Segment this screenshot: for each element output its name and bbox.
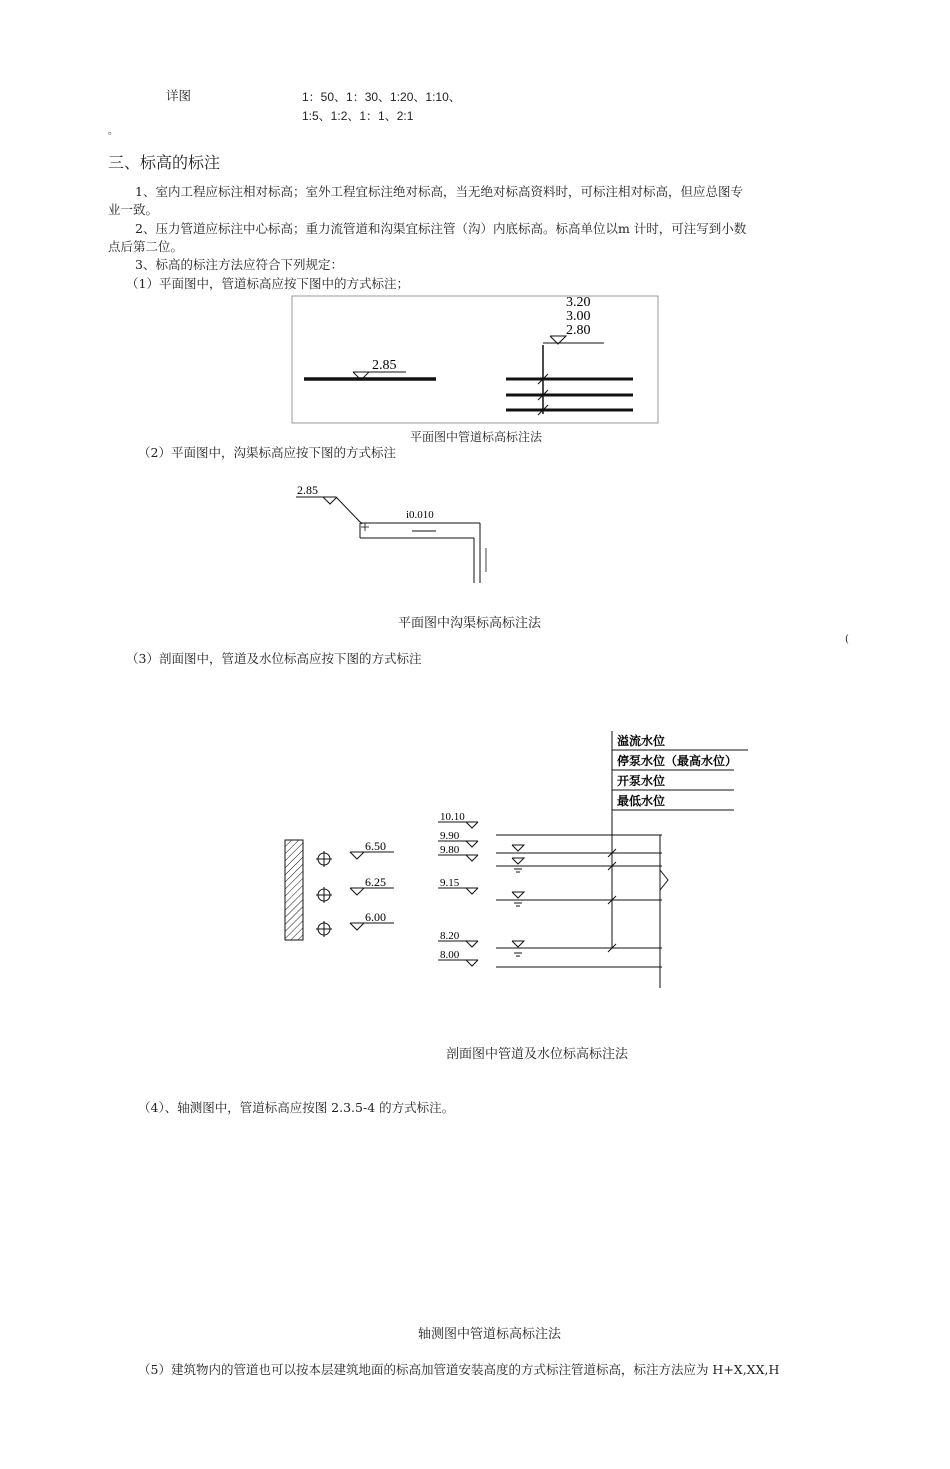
item3: （3）剖面图中，管道及水位标高应按下图的方式标注	[126, 651, 422, 666]
fig2-caption: 平面图中沟渠标高标注法	[398, 616, 542, 631]
fig3-water-3: 开泵水位	[617, 774, 666, 788]
fig3-water-2: 停泵水位（最高水位）	[617, 754, 738, 768]
fig3-pipe-elev-1: 6.50	[365, 839, 386, 853]
fig1-right-value-3: 2.80	[566, 323, 591, 338]
fig1-right-value-1: 3.20	[566, 295, 591, 310]
fig3-pipe-elev-3: 6.00	[365, 910, 386, 924]
fig1-caption: 平面图中管道标高标注法	[410, 430, 543, 444]
item1: （1）平面图中，管道标高应按下图中的方式标注；	[126, 276, 409, 291]
para3: 3、标高的标注方法应符合下列规定：	[135, 257, 343, 272]
para2-line1: 2、压力管道应标注中心标高；重力流管道和沟渠宜标注管（沟）内底标高。标高单位以m 计时，可注写到小数	[135, 221, 747, 236]
fig1-left-value: 2.85	[372, 358, 397, 373]
fig3-level-1: 10.10	[440, 811, 465, 823]
fig3-level-3: 9.80	[440, 844, 460, 856]
para1-line2: 业一致。	[108, 202, 159, 217]
item4: （4）、轴测图中，管道标高应按图 2.3.5-4 的方式标注。	[138, 1100, 455, 1115]
fig3-level-6: 8.00	[440, 949, 460, 961]
fig4-caption: 轴测图中管道标高标注法	[418, 1327, 562, 1342]
fig3-pipe-elev-2: 6.25	[365, 875, 386, 889]
item5: （5）建筑物内的管道也可以按本层建筑地面的标高加管道安装高度的方式标注管道标高，标注方法应为 H+X,XX,H	[138, 1362, 780, 1377]
fig3-water-4: 最低水位	[617, 794, 666, 808]
item2: （2）平面图中，沟渠标高应按下图的方式标注	[138, 445, 396, 460]
stray-mark: 。	[108, 126, 118, 137]
para1-line1: 1、室内工程应标注相对标高；室外工程宜标注绝对标高，当无绝对标高资料时，可标注相对标高，但应总图专	[135, 184, 743, 199]
fig2-slope: i0.010	[406, 509, 434, 521]
scale-table-values-2: 1:5、1:2、1：1、2:1	[302, 109, 414, 123]
fig2-elevation: 2.85	[297, 483, 318, 497]
fig3-level-4: 9.15	[440, 877, 460, 889]
fig3-caption: 剖面图中管道及水位标高标注法	[446, 1047, 629, 1062]
para2-line2: 点后第二位。	[108, 239, 184, 254]
fig3-level-5: 8.20	[440, 930, 460, 942]
scale-table-label: 详图	[166, 88, 192, 103]
scale-table-values-1: 1：50、1：30、1:20、1:10、	[302, 90, 461, 104]
margin-mark: (	[845, 634, 849, 645]
fig3-water-1: 溢流水位	[617, 734, 666, 748]
fig3-level-2: 9.90	[440, 830, 460, 842]
fig1-right-value-2: 3.00	[566, 309, 591, 324]
section-title: 三、标高的标注	[108, 153, 221, 172]
